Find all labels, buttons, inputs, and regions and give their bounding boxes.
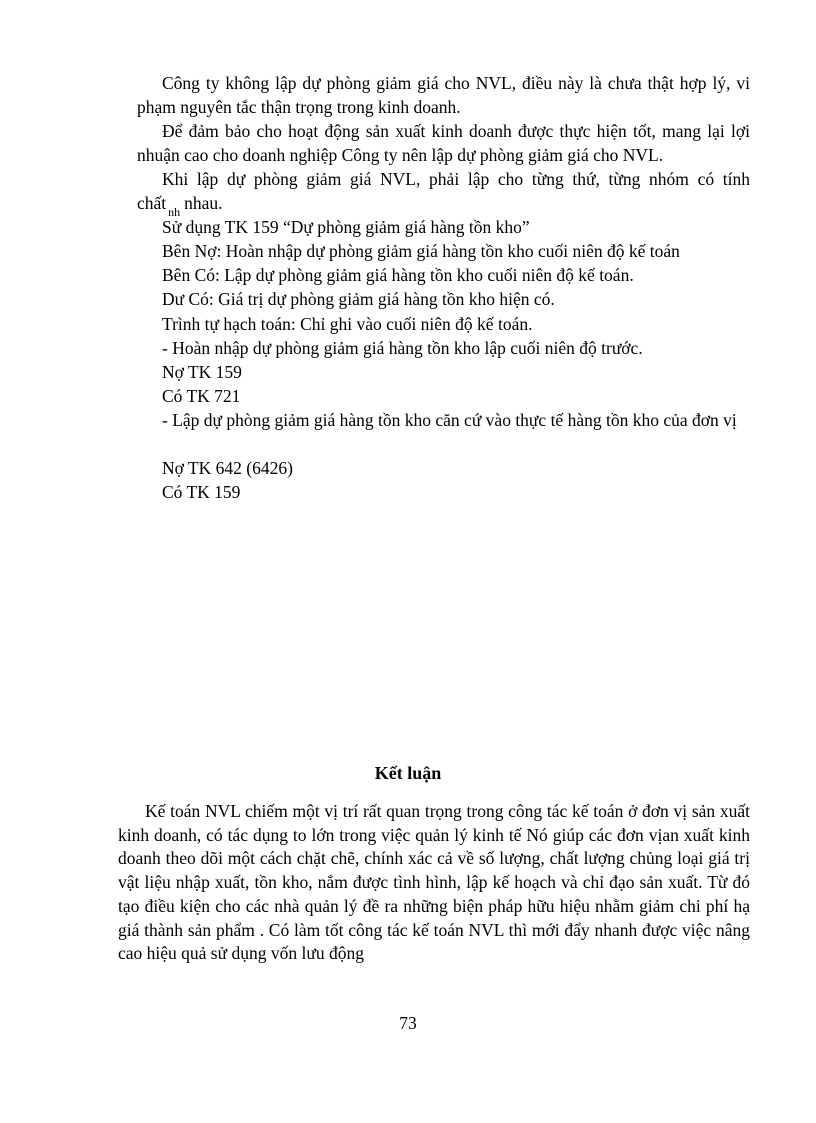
line-procedure: Trình tự hạch toán: Chỉ ghi vào cuối niên độ kế toán. <box>162 314 533 334</box>
paragraph-set-up-provision: - Lập dự phòng giảm giá hàng tồn kho căn cứ vào thực tế hàng tồn kho của đơn vị <box>162 410 737 430</box>
line-debit-159: Nợ TK 159 <box>162 362 242 382</box>
line-account-159: Sử dụng TK 159 “Dự phòng giảm giá hàng tồn kho” <box>162 217 530 237</box>
text-nhau: nhau. <box>184 193 223 213</box>
line-debit-642: Nợ TK 642 (6426) <box>162 458 293 478</box>
page-number: 73 <box>399 1013 417 1033</box>
line-reversal: - Hoàn nhập dự phòng giảm giá hàng tồn kho lập cuối niên độ trước. <box>162 338 643 358</box>
paragraph-recommendation: Để đảm bảo cho hoạt động sản xuất kinh doanh được thực hiện tốt, mang lại lợi nhuận cao cho doanh nghiệp Công ty nên lập dự phòng giảm giá cho NVL. <box>137 121 750 165</box>
conclusion-title: Kết luận <box>374 763 442 783</box>
paragraph-provision-method: Khi lập dự phòng giảm giá NVL, phải lập cho từng thứ, từng nhóm có tính <box>162 169 750 189</box>
line-credit-side: Bên Có: Lập dự phòng giảm giá hàng tồn kho cuối niên độ kế toán. <box>162 265 634 285</box>
text-subscript-nh: nh <box>168 205 181 219</box>
line-credit-721: Có TK 721 <box>162 386 241 406</box>
line-credit-balance: Dư Có: Giá trị dự phòng giảm giá hàng tồn kho hiện có. <box>162 289 555 309</box>
line-credit-159: Có TK 159 <box>162 482 241 502</box>
line-debit-side: Bên Nợ: Hoàn nhập dự phòng giảm giá hàng tồn kho cuối niên độ kế toán <box>162 241 680 261</box>
text-chat: chất <box>137 193 167 213</box>
paragraph-provision-note: Công ty không lập dự phòng giảm giá cho NVL, điều này là chưa thật hợp lý, vi phạm nguyên tắc thận trọng trong kinh doanh. <box>137 73 750 117</box>
conclusion-paragraph: Kế toán NVL chiếm một vị trí rất quan trọng trong công tác kế toán ở đơn vị sản xuất kinh doanh, có tác dụng to lớn trong việc quản lý kinh tế Nó giúp các đơn vịan xuất kinh doanh theo dõi một cách chặt chẽ, chính xác cả về số lượng, chất lượng chủng loại giá trị vật liệu nhập xuất, tồn kho, nắm được tình hình, lập kế hoạch và chỉ đạo sản xuất. Từ đó tạo điều kiện cho các nhà quản lý đề ra những biện pháp hữu hiệu nhằm giảm chi phí hạ giá thành sản phẩm . Có làm tốt công tác kế toán NVL thì mới đẩy nhanh được việc nâng cao hiệu quả sử dụng vốn lưu động <box>118 801 750 964</box>
paragraph-provision-method-cont <box>137 192 750 218</box>
